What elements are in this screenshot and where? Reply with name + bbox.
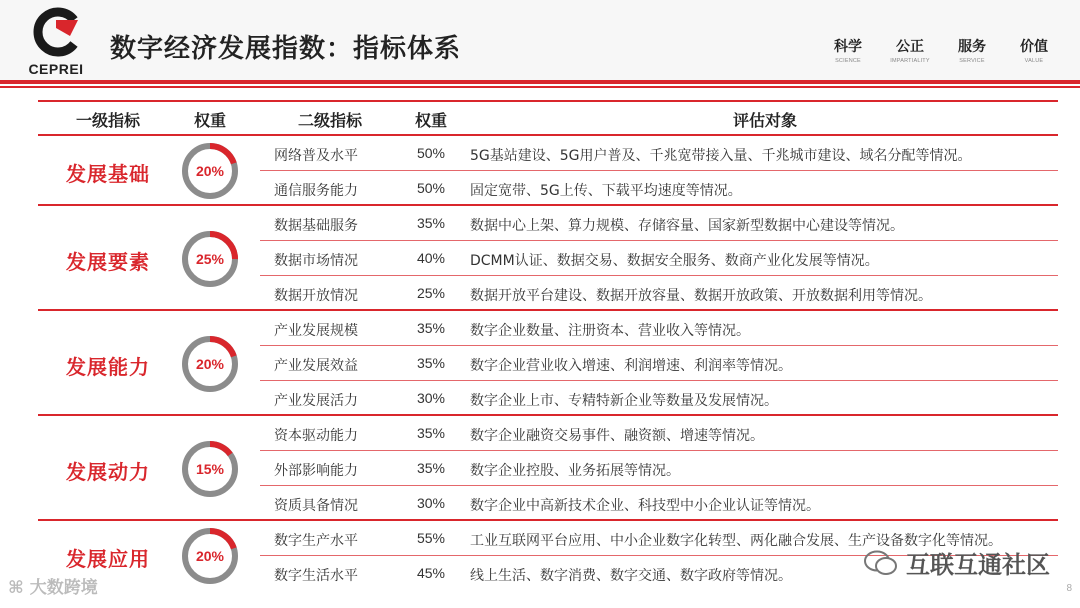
- level2-weight: 35%: [416, 460, 446, 476]
- level1-indicator: 发展基础: [66, 162, 150, 186]
- weight-label: 20%: [195, 163, 225, 179]
- header-level1: 一级指标: [75, 111, 140, 130]
- level2-indicator: 产业发展活力: [274, 393, 358, 409]
- value-label-en: SERVICE: [959, 58, 985, 64]
- level2-weight: 30%: [416, 495, 446, 511]
- level2-indicator: 产业发展规模: [274, 323, 358, 339]
- level2-weight: 35%: [416, 355, 446, 371]
- level2-indicator: 通信服务能力: [274, 183, 358, 199]
- level2-indicator: 网络普及水平: [274, 148, 358, 164]
- value-impartiality: [888, 36, 932, 64]
- page-number: 8: [1066, 583, 1072, 594]
- table-top-rule: [38, 100, 1058, 102]
- evaluation-object: 数字企业中高新技术企业、科技型中小企业认证等情况。: [470, 498, 820, 514]
- watermark-left-icon: ⌘: [8, 578, 24, 598]
- indicator-table: [38, 100, 1058, 588]
- value-label: 科学: [834, 39, 862, 55]
- level2-weight: 35%: [416, 425, 446, 441]
- level2-indicator: 资本驱动能力: [274, 428, 358, 444]
- evaluation-object: DCMM认证、数据交易、数据安全服务、数商产业化发展等情况。: [470, 253, 879, 269]
- level2-indicator: 外部影响能力: [274, 463, 358, 479]
- level2-indicator: 数据开放情况: [274, 288, 358, 304]
- evaluation-object: 数字企业上市、专精特新企业等数量及发展情况。: [470, 393, 778, 409]
- weight-donut: [180, 334, 240, 394]
- indicator-group: [38, 416, 1058, 521]
- value-value: [1012, 36, 1056, 64]
- header-divider: [0, 80, 1080, 84]
- table-row: [260, 136, 1058, 171]
- level2-indicator: 数据市场情况: [274, 253, 358, 269]
- watermark-right-text: 互联互通社区: [906, 551, 1050, 579]
- header-weight1: 权重: [193, 111, 226, 130]
- level2-weight: 35%: [416, 215, 446, 231]
- weight-label: 20%: [195, 355, 225, 372]
- level1-indicator: 发展能力: [66, 354, 150, 379]
- weight-donut: [180, 141, 240, 201]
- core-values: [826, 36, 1056, 64]
- level2-weight: 40%: [416, 250, 446, 266]
- indicator-group: [38, 136, 1058, 206]
- header-bar: [0, 0, 1080, 80]
- evaluation-object: 5G基站建设、5G用户普及、千兆宽带接入量、千兆城市建设、域名分配等情况。: [470, 148, 972, 164]
- value-science: [826, 36, 870, 64]
- level2-indicator: 资质具备情况: [274, 498, 358, 514]
- value-label: 服务: [958, 39, 986, 55]
- ceprei-logo-icon: [30, 6, 82, 58]
- level2-weight: 30%: [416, 390, 446, 406]
- table-row: [260, 486, 1058, 521]
- weight-label: 25%: [195, 250, 225, 267]
- level1-indicator: 发展应用: [66, 547, 150, 571]
- page-title: 数字经济发展指数：指标体系: [110, 34, 462, 64]
- weight-donut: [180, 229, 240, 289]
- table-row: [260, 241, 1058, 276]
- table-row: [260, 416, 1058, 451]
- evaluation-object: 数据开放平台建设、数据开放容量、数据开放政策、开放数据利用等情况。: [470, 288, 932, 304]
- ceprei-logo: [24, 6, 88, 76]
- table-row: [260, 451, 1058, 486]
- indicator-group: [38, 206, 1058, 311]
- watermark-left-text: 大数跨境: [29, 578, 98, 598]
- value-service: [950, 36, 994, 64]
- level2-weight: 35%: [416, 320, 446, 336]
- weight-donut: [180, 526, 240, 586]
- header-level2: 二级指标: [297, 111, 362, 130]
- value-label: 公正: [896, 39, 924, 55]
- level2-weight: 50%: [416, 145, 446, 161]
- level2-weight: 25%: [416, 285, 446, 301]
- evaluation-object: 固定宽带、5G上传、下载平均速度等情况。: [470, 183, 742, 199]
- evaluation-object: 数字企业数量、注册资本、营业收入等情况。: [470, 323, 750, 339]
- level2-indicator: 数字生产水平: [274, 533, 358, 549]
- value-label-en: SCIENCE: [835, 58, 861, 64]
- value-label-en: VALUE: [1024, 58, 1044, 64]
- level2-indicator: 数字生活水平: [274, 568, 358, 584]
- level2-indicator: 数据基础服务: [274, 218, 358, 234]
- table-header-row: [38, 100, 1058, 136]
- level2-weight: 55%: [416, 530, 446, 546]
- value-label-en: IMPARTIALITY: [890, 58, 930, 64]
- header-object: 评估对象: [732, 111, 797, 130]
- logo-text: CEPREI: [28, 61, 84, 77]
- table-row: [260, 311, 1058, 346]
- level1-indicator: 发展要素: [66, 249, 150, 274]
- watermark-right: [864, 545, 1050, 580]
- indicator-group: [38, 311, 1058, 416]
- table-row: [260, 381, 1058, 416]
- watermark-left: [8, 573, 98, 598]
- evaluation-object: 数字企业营业收入增速、利润增速、利润率等情况。: [470, 358, 792, 374]
- evaluation-object: 数据中心上架、算力规模、存储容量、国家新型数据中心建设等情况。: [470, 218, 904, 234]
- level1-indicator: 发展动力: [66, 459, 150, 484]
- level2-indicator: 产业发展效益: [274, 358, 358, 374]
- weight-label: 20%: [195, 548, 225, 564]
- table-row: [260, 346, 1058, 381]
- header-weight2: 权重: [414, 111, 447, 130]
- evaluation-object: 数字企业融资交易事件、融资额、增速等情况。: [470, 428, 764, 444]
- level2-weight: 50%: [416, 180, 446, 196]
- weight-label: 15%: [195, 460, 225, 477]
- wechat-icon: [864, 550, 898, 576]
- evaluation-object: 数字企业控股、业务拓展等情况。: [470, 463, 680, 479]
- evaluation-object: 线上生活、数字消费、数字交通、数字政府等情况。: [470, 568, 792, 584]
- table-row: [260, 171, 1058, 206]
- value-label: 价值: [1020, 39, 1048, 55]
- header-divider-thin: [0, 86, 1080, 88]
- weight-donut: [180, 439, 240, 499]
- table-row: [260, 276, 1058, 311]
- evaluation-object: 工业互联网平台应用、中小企业数字化转型、两化融合发展、生产设备数字化等情况。: [470, 533, 1002, 549]
- level2-weight: 45%: [416, 565, 446, 581]
- table-row: [260, 206, 1058, 241]
